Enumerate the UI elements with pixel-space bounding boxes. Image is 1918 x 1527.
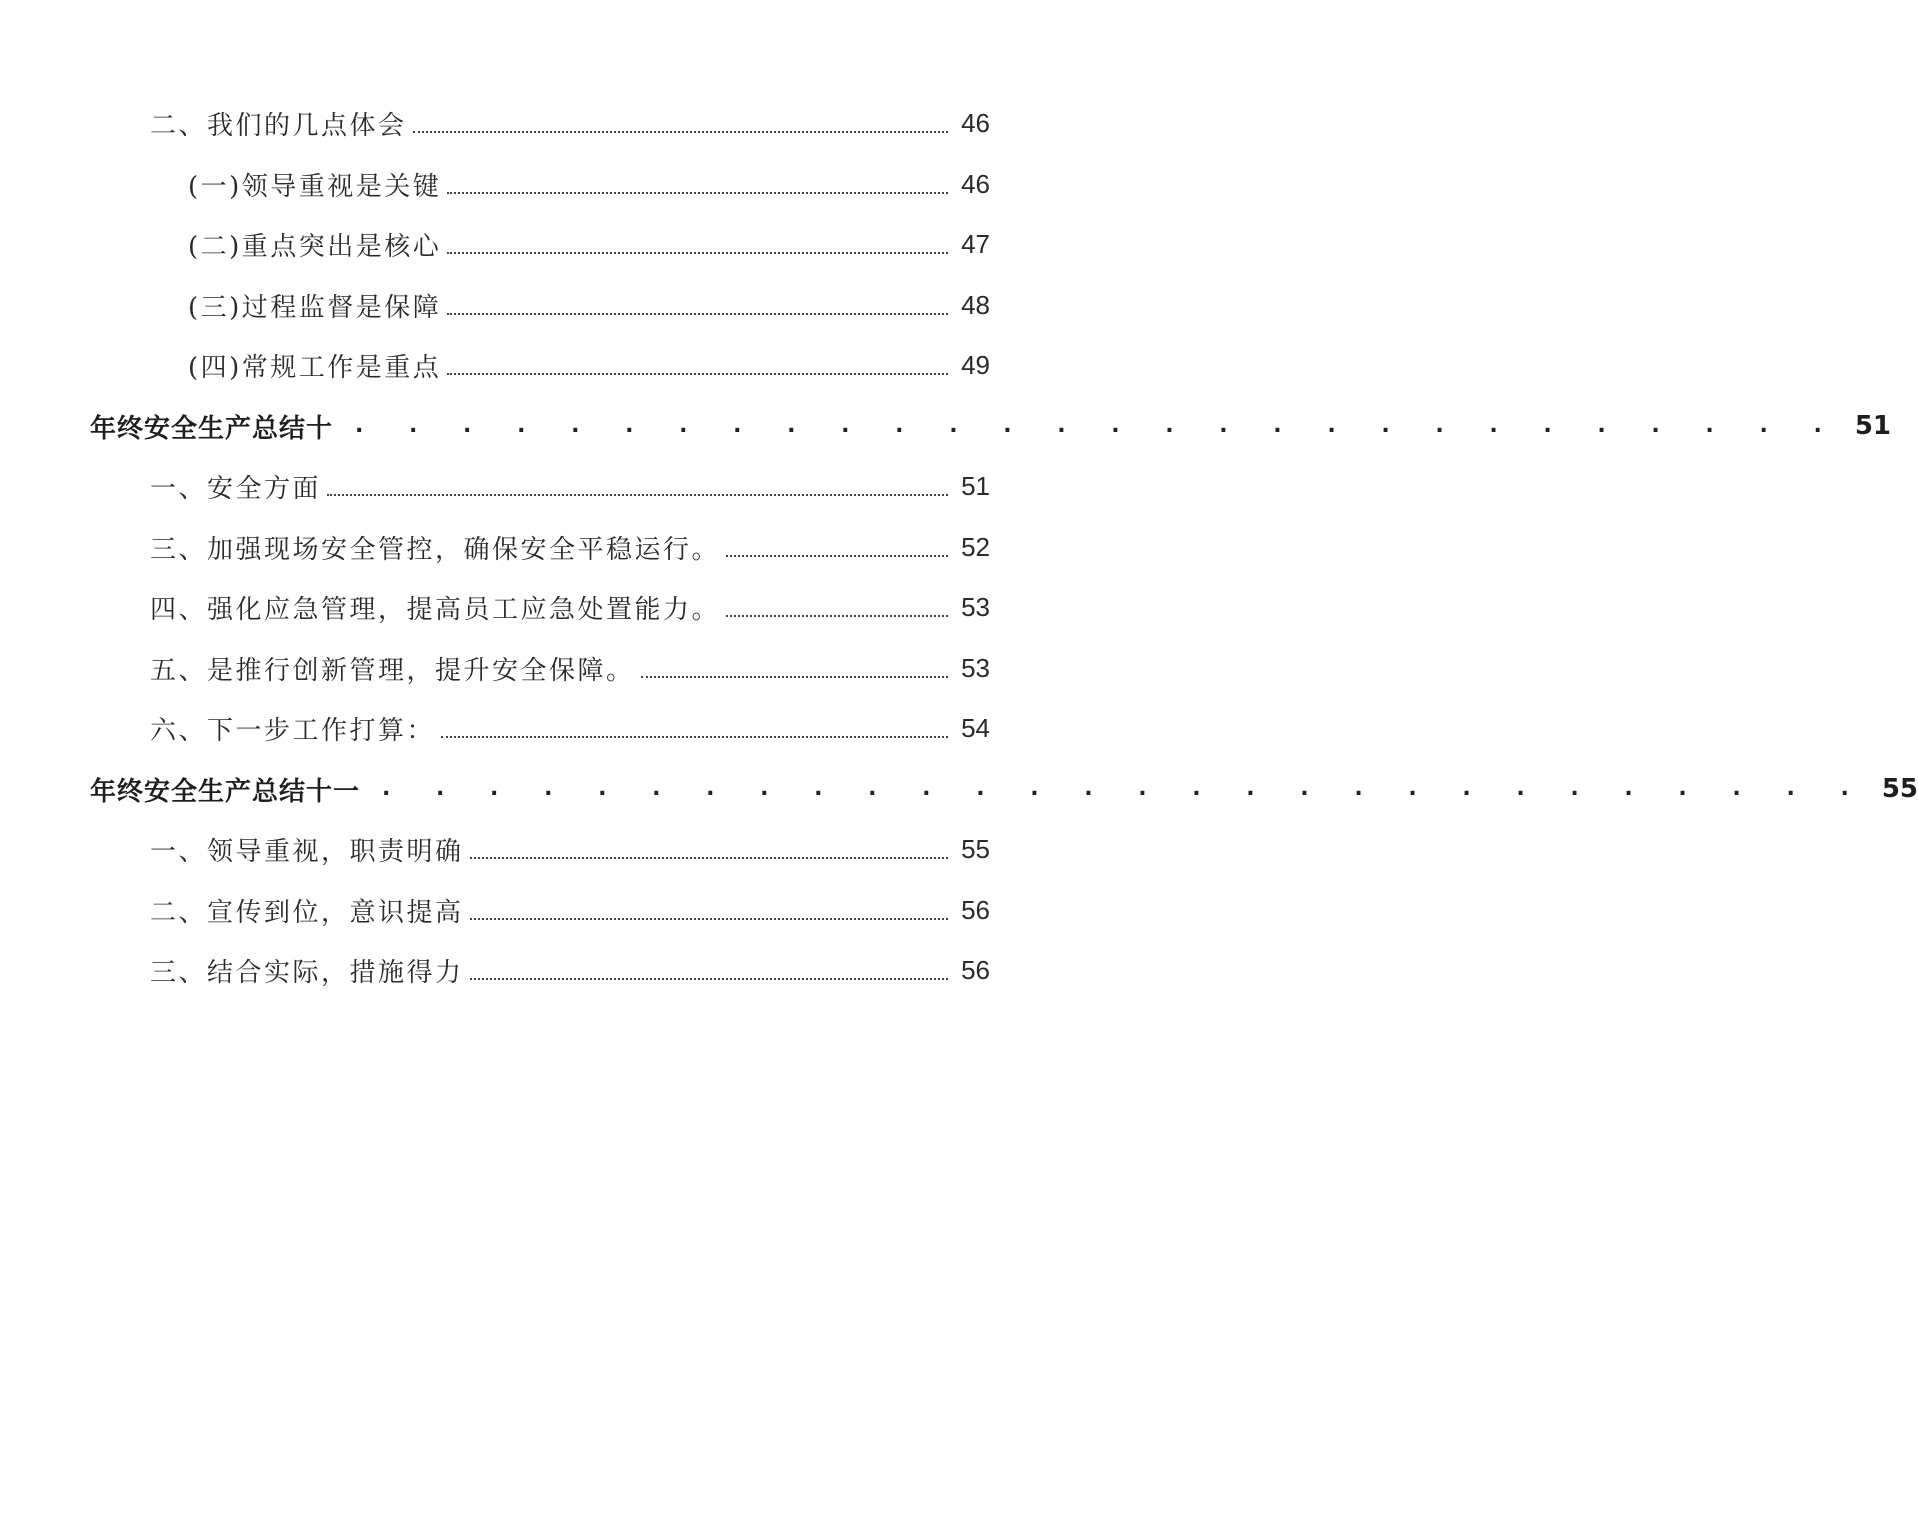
dot-leader: . . . . . . . . . . . . . . . . . . . . . . . . . . . .	[355, 413, 1841, 438]
dot-leader	[641, 676, 948, 678]
toc-entry[interactable]	[0, 703, 1080, 753]
toc-entry-page: 53	[961, 652, 990, 683]
dot-leader	[447, 313, 948, 315]
toc-entry-title: 一、安全方面	[150, 473, 322, 504]
toc-entry-title: 五、是推行创新管理，提升安全保障。	[150, 655, 635, 686]
toc-entry[interactable]	[0, 582, 1080, 632]
toc-entry-title: 年终安全生产总结十一	[90, 776, 361, 807]
toc-entry-page: 55	[1881, 774, 1918, 804]
toc-entry-title: 三、加强现场安全管控，确保安全平稳运行。	[150, 534, 721, 565]
toc-entry[interactable]	[0, 340, 1080, 390]
toc-entry[interactable]	[0, 824, 1080, 874]
toc-entry[interactable]	[0, 522, 1080, 572]
toc-entry-title: 一、领导重视，职责明确	[150, 836, 464, 867]
dot-leader	[413, 131, 948, 133]
toc-entry-page: 51	[1854, 411, 1892, 441]
dot-leader	[447, 373, 948, 375]
toc-entry-page: 53	[961, 591, 990, 622]
dot-leader	[726, 615, 948, 617]
toc-entry-title: (三)过程监督是保障	[188, 292, 442, 323]
toc-entry-title: (二)重点突出是核心	[188, 231, 442, 262]
toc-entry-page: 55	[961, 833, 990, 864]
dot-leader	[726, 555, 948, 557]
toc-entry[interactable]	[0, 159, 1080, 209]
toc-entry[interactable]	[0, 945, 1080, 995]
toc-entry-page: 46	[961, 168, 990, 199]
dot-leader	[470, 918, 948, 920]
toc-entry-page: 56	[961, 894, 990, 925]
dot-leader	[470, 857, 948, 859]
dot-leader	[441, 736, 948, 738]
toc-entry-page: 52	[961, 531, 990, 562]
toc-entry[interactable]	[0, 885, 1080, 935]
toc-entry[interactable]	[0, 461, 1080, 511]
toc-entry-title: 六、下一步工作打算：	[150, 715, 436, 746]
toc-entry-title: 年终安全生产总结十	[90, 413, 334, 444]
toc-entry-page: 46	[961, 107, 990, 138]
toc-entry[interactable]	[0, 98, 1080, 148]
toc-chapter-entry[interactable]	[0, 764, 1918, 814]
dot-leader	[327, 494, 948, 496]
toc-entry-title: 三、结合实际，措施得力	[150, 957, 464, 988]
toc-chapter-entry[interactable]	[0, 401, 1892, 451]
toc-entry[interactable]	[0, 280, 1080, 330]
toc-entry[interactable]	[0, 219, 1080, 269]
toc-entry-page: 54	[961, 712, 990, 743]
toc-entry-title: (四)常规工作是重点	[188, 352, 442, 383]
toc-entry[interactable]	[0, 643, 1080, 693]
dot-leader: . . . . . . . . . . . . . . . . . . . . . . . . . . . .	[382, 776, 1868, 801]
toc-entry-title: 二、宣传到位，意识提高	[150, 897, 464, 928]
toc-entry-page: 51	[961, 470, 990, 501]
dot-leader	[447, 192, 948, 194]
toc-entry-page: 49	[961, 349, 990, 380]
toc-entry-page: 56	[961, 954, 990, 985]
dot-leader	[470, 978, 948, 980]
dot-leader	[447, 252, 948, 254]
toc-entry-page: 47	[961, 228, 990, 259]
toc-entry-title: (一)领导重视是关键	[188, 171, 442, 202]
toc-entry-title: 四、强化应急管理，提高员工应急处置能力。	[150, 594, 721, 625]
toc-entry-page: 48	[961, 289, 990, 320]
toc-entry-title: 二、我们的几点体会	[150, 110, 407, 141]
